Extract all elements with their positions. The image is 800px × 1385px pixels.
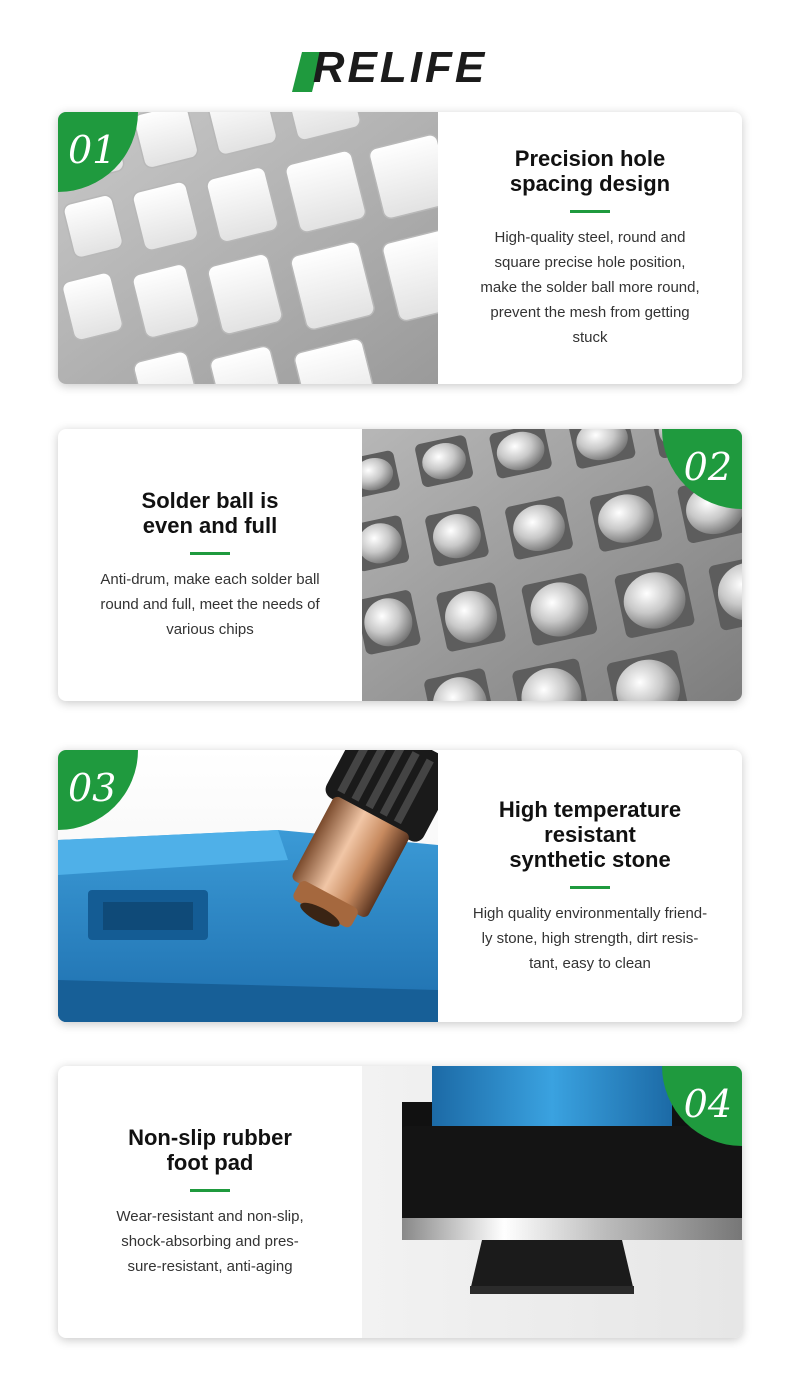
title-underline — [570, 210, 610, 213]
feature-description: Wear-resistant and non-slip, shock-absorbing and pres- sure-resistant, anti-aging — [116, 1208, 304, 1275]
feature-description: High-quality steel, round and square precise hole position, make the solder ball more round, prevent the mesh from getting stuck — [480, 229, 700, 346]
feature-card-4 — [58, 1066, 742, 1338]
feature-title: Solder ball is even and full — [141, 488, 279, 538]
feature-title: Precision hole spacing design — [509, 146, 671, 196]
feature-number: 01 — [68, 128, 117, 172]
feature-number: 04 — [683, 1082, 732, 1126]
title-underline — [570, 886, 610, 889]
feature-title: Non-slip rubber foot pad — [128, 1125, 292, 1175]
feature-number: 02 — [683, 445, 732, 489]
feature-description: Anti-drum, make each solder ball round and full, meet the needs of various chips — [100, 571, 320, 638]
logo-text: RELIFE — [312, 43, 488, 92]
feature-card-2 — [58, 429, 742, 701]
title-underline — [190, 1189, 230, 1192]
feature-description: High quality environmentally friend- ly stone, high strength, dirt resis- tant, easy to clean — [472, 904, 708, 972]
feature-card-3 — [58, 750, 742, 1022]
relife-logo — [0, 40, 800, 100]
feature-number: 03 — [68, 766, 117, 810]
feature-title: High temperature resistant synthetic stone — [498, 796, 682, 872]
title-underline — [190, 552, 230, 555]
feature-card-1 — [58, 112, 742, 384]
